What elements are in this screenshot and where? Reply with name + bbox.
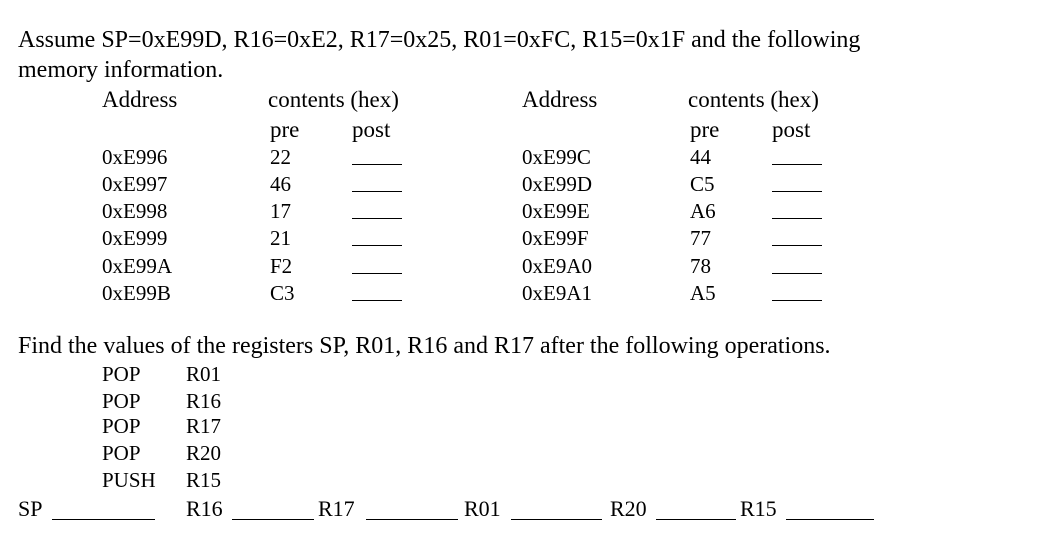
left-address-header: Address bbox=[102, 87, 178, 112]
right-address-cell: 0xE9A1 bbox=[522, 281, 592, 305]
right-address-cell: 0xE99F bbox=[522, 226, 589, 250]
left-address-cell: 0xE998 bbox=[102, 199, 168, 223]
answer-label-r17: R17 bbox=[318, 496, 355, 521]
right-address-cell: 0xE99E bbox=[522, 199, 590, 223]
right-pre-cell: 78 bbox=[690, 254, 711, 278]
right-contents-header: contents (hex) bbox=[688, 87, 819, 112]
right-post-header: post bbox=[772, 117, 811, 142]
left-pre-cell: F2 bbox=[270, 254, 293, 278]
answer-label-r16: R16 bbox=[186, 496, 223, 521]
left-post-blank[interactable] bbox=[352, 191, 402, 192]
left-post-blank[interactable] bbox=[352, 273, 402, 274]
operation-mnemonic: POP bbox=[102, 441, 141, 465]
question-text: Find the values of the registers SP, R01, R16 and R17 after the following operations. bbox=[18, 333, 831, 359]
answer-label-r01: R01 bbox=[464, 496, 501, 521]
operation-mnemonic: POP bbox=[102, 362, 141, 386]
answer-blank-r17[interactable] bbox=[366, 519, 458, 520]
operation-register: R17 bbox=[186, 414, 222, 438]
left-pre-cell: 17 bbox=[270, 199, 291, 223]
left-post-blank[interactable] bbox=[352, 245, 402, 246]
answer-blank-r01[interactable] bbox=[511, 519, 602, 520]
left-address-cell: 0xE996 bbox=[102, 145, 168, 169]
left-pre-cell: 22 bbox=[270, 145, 291, 169]
left-pre-cell: 21 bbox=[270, 226, 291, 250]
problem-intro-line2: memory information. bbox=[18, 57, 224, 83]
right-pre-header: pre bbox=[690, 117, 720, 142]
left-post-blank[interactable] bbox=[352, 300, 402, 301]
right-pre-cell: 77 bbox=[690, 226, 711, 250]
right-post-blank[interactable] bbox=[772, 191, 822, 192]
right-post-blank[interactable] bbox=[772, 273, 822, 274]
operation-register: R20 bbox=[186, 441, 222, 465]
operation-register: R16 bbox=[186, 389, 222, 413]
right-address-cell: 0xE99C bbox=[522, 145, 591, 169]
right-pre-cell: A6 bbox=[690, 199, 716, 223]
answer-label-r15: R15 bbox=[740, 496, 777, 521]
right-address-header: Address bbox=[522, 87, 598, 112]
left-post-header: post bbox=[352, 117, 391, 142]
answer-blank-sp[interactable] bbox=[52, 519, 155, 520]
operation-register: R15 bbox=[186, 468, 222, 492]
left-post-blank[interactable] bbox=[352, 218, 402, 219]
right-post-blank[interactable] bbox=[772, 164, 822, 165]
left-address-cell: 0xE997 bbox=[102, 172, 168, 196]
left-address-cell: 0xE99B bbox=[102, 281, 171, 305]
answer-label-r20: R20 bbox=[610, 496, 647, 521]
right-post-blank[interactable] bbox=[772, 245, 822, 246]
right-pre-cell: A5 bbox=[690, 281, 716, 305]
operation-mnemonic: POP bbox=[102, 414, 141, 438]
operation-register: R01 bbox=[186, 362, 222, 386]
answer-blank-r16[interactable] bbox=[232, 519, 314, 520]
right-address-cell: 0xE9A0 bbox=[522, 254, 592, 278]
answer-blank-r15[interactable] bbox=[786, 519, 874, 520]
left-pre-cell: 46 bbox=[270, 172, 291, 196]
right-post-blank[interactable] bbox=[772, 300, 822, 301]
right-post-blank[interactable] bbox=[772, 218, 822, 219]
operation-mnemonic: PUSH bbox=[102, 468, 156, 492]
left-address-cell: 0xE99A bbox=[102, 254, 172, 278]
answer-blank-r20[interactable] bbox=[656, 519, 736, 520]
answer-label-sp: SP bbox=[18, 496, 43, 521]
right-address-cell: 0xE99D bbox=[522, 172, 592, 196]
right-pre-cell: 44 bbox=[690, 145, 711, 169]
problem-intro-line1: Assume SP=0xE99D, R16=0xE2, R17=0x25, R01=0xFC, R15=0x1F and the following bbox=[18, 27, 861, 53]
left-address-cell: 0xE999 bbox=[102, 226, 168, 250]
left-contents-header: contents (hex) bbox=[268, 87, 399, 112]
left-pre-cell: C3 bbox=[270, 281, 295, 305]
right-pre-cell: C5 bbox=[690, 172, 715, 196]
left-pre-header: pre bbox=[270, 117, 300, 142]
operation-mnemonic: POP bbox=[102, 389, 141, 413]
left-post-blank[interactable] bbox=[352, 164, 402, 165]
